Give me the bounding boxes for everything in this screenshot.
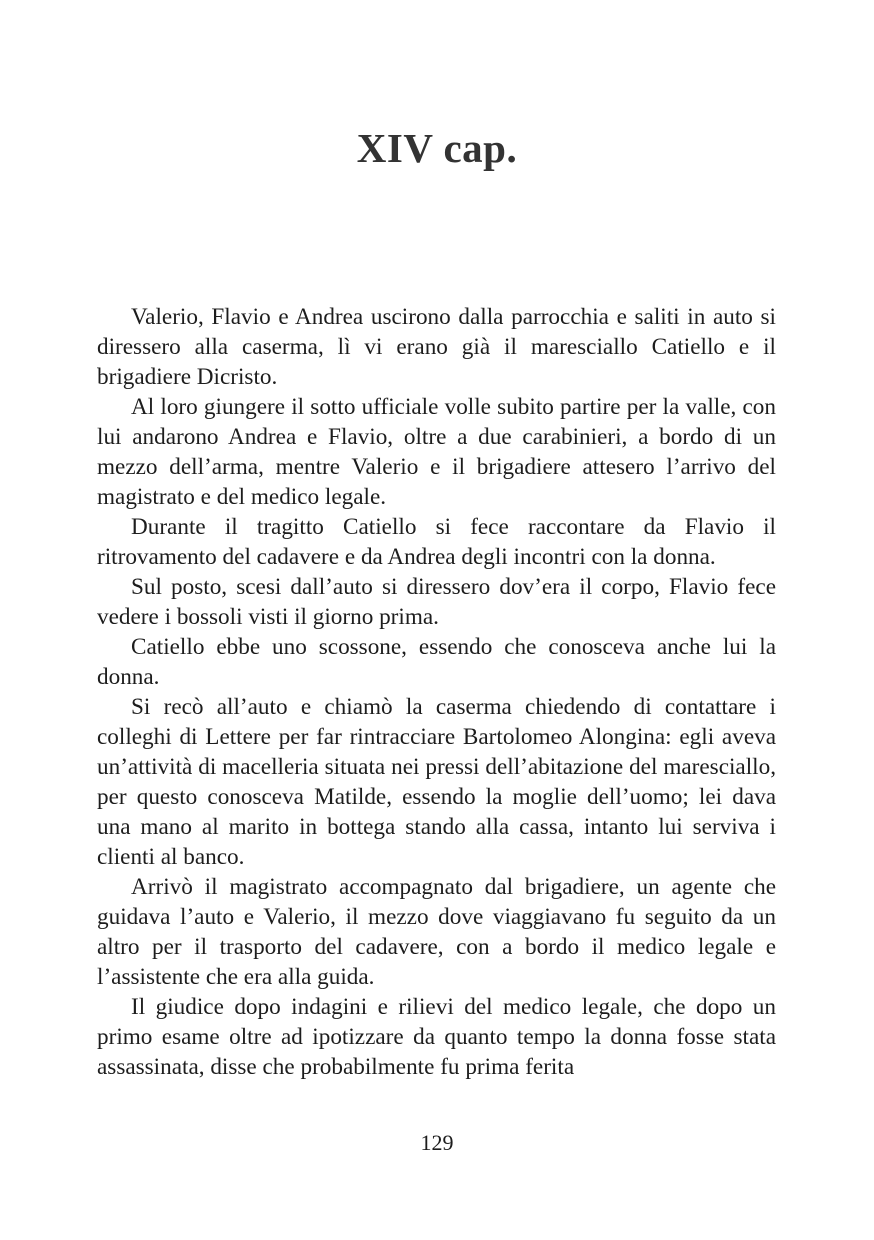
paragraph: Catiello ebbe uno scossone, essendo che conosceva anche lui la donna. — [97, 634, 776, 690]
chapter-title: XIV cap. — [356, 125, 518, 171]
paragraph: Al loro giungere il sotto ufficiale volle subito partire per la valle, con lui andarono Andrea e Flavio, oltre a due carabinieri, a bordo di un mezzo dell’arma, mentre Valerio e il brigadiere attesero l’arrivo del magistrato e del medico legale. — [97, 394, 776, 510]
paragraph: Sul posto, scesi dall’auto si diressero dov’era il corpo, Flavio fece vedere i bossoli visti il giorno prima. — [97, 574, 776, 630]
paragraph: Arrivò il magistrato accompagnato dal brigadiere, un agente che guidava l’auto e Valerio, il mezzo dove viaggiavano fu seguito da un altro per il trasporto del cadavere, con a bordo il medico legale e l’assistente che era alla guida. — [97, 874, 776, 990]
paragraph: Valerio, Flavio e Andrea uscirono dalla parrocchia e saliti in auto si diressero alla caserma, lì vi erano già il maresciallo Catiello e il brigadiere Dicristo. — [97, 304, 776, 390]
chapter-body — [97, 302, 776, 1082]
page-number: 129 — [420, 1130, 454, 1155]
paragraph: Durante il tragitto Catiello si fece raccontare da Flavio il ritrovamento del cadavere e da Andrea degli incontri con la donna. — [97, 514, 776, 570]
paragraph: Si recò all’auto e chiamò la caserma chiedendo di contattare i colleghi di Lettere per far rintracciare Bartolomeo Alongina: egli aveva un’attività di macelleria situata nei pressi dell’abitazione del maresciallo, per questo conosceva Matilde, essendo la moglie dell’uomo; lei dava una mano al marito in bottega stando alla cassa, intanto lui serviva i clienti al banco. — [97, 694, 776, 870]
paragraph: Il giudice dopo indagini e rilievi del medico legale, che dopo un primo esame oltre ad ipotizzare da quanto tempo la donna fosse stata assassinata, disse che probabilmente fu prima ferita — [97, 994, 776, 1080]
